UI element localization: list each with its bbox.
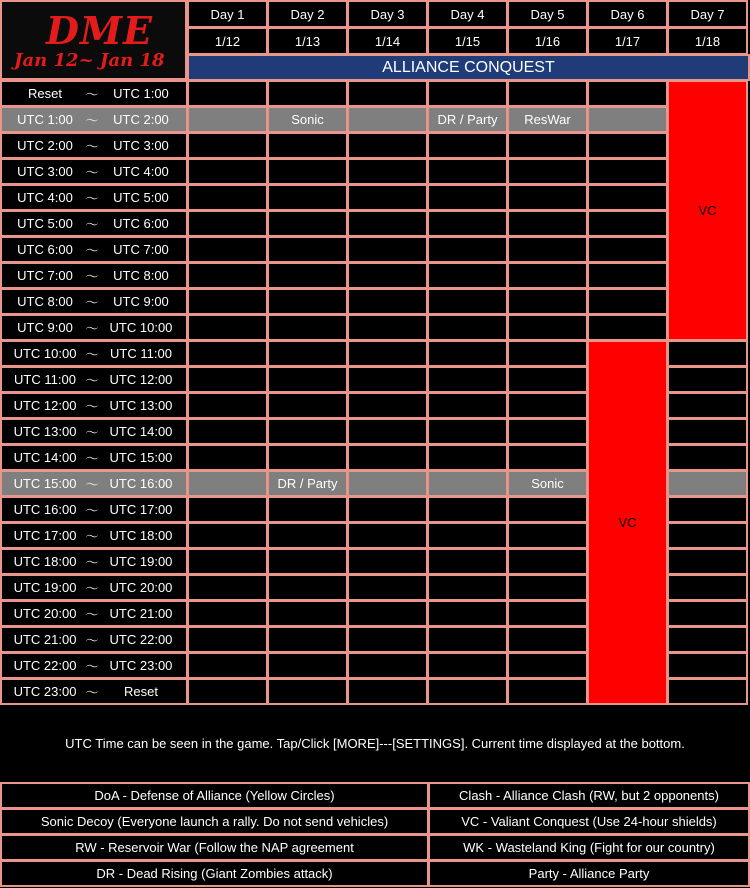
schedule-cell	[187, 236, 268, 263]
time-separator: 〜	[85, 399, 99, 414]
schedule-cell	[267, 574, 348, 601]
schedule-cell	[667, 652, 748, 679]
schedule-cell	[187, 288, 268, 315]
schedule-cell	[507, 626, 588, 653]
time-end: UTC 9:00	[113, 294, 169, 309]
schedule-cell	[587, 132, 668, 159]
time-separator: 〜	[85, 633, 99, 648]
time-separator: 〜	[85, 165, 99, 180]
vc-event-block: VC	[667, 80, 748, 341]
time-slot	[0, 574, 188, 601]
schedule-cell	[347, 340, 428, 367]
schedule-cell	[587, 106, 668, 133]
schedule-cell: Sonic	[267, 106, 348, 133]
time-end: UTC 19:00	[109, 554, 173, 569]
schedule-cell	[427, 132, 508, 159]
time-end: UTC 12:00	[109, 372, 173, 387]
time-end: UTC 4:00	[113, 164, 169, 179]
time-separator: 〜	[85, 347, 99, 362]
legend-item: DR - Dead Rising (Giant Zombies attack)	[0, 860, 429, 887]
schedule-cell	[427, 184, 508, 211]
schedule-cell	[347, 600, 428, 627]
date-header: 1/12	[187, 27, 268, 55]
time-start: UTC 5:00	[17, 216, 73, 231]
time-separator: 〜	[85, 659, 99, 674]
day-header: Day 6	[587, 0, 668, 28]
schedule-cell	[347, 418, 428, 445]
schedule-cell	[587, 314, 668, 341]
schedule-cell	[267, 678, 348, 705]
schedule-cell	[267, 392, 348, 419]
date-header: 1/14	[347, 27, 428, 55]
schedule-cell	[347, 80, 428, 107]
time-separator: 〜	[85, 243, 99, 258]
legend-item: DoA - Defense of Alliance (Yellow Circles)	[0, 782, 429, 809]
time-start: UTC 1:00	[17, 112, 73, 127]
schedule-cell	[267, 210, 348, 237]
schedule-cell	[187, 548, 268, 575]
time-start: UTC 3:00	[17, 164, 73, 179]
legend-item: Clash - Alliance Clash (RW, but 2 opponents)	[428, 782, 750, 809]
schedule-cell	[187, 210, 268, 237]
schedule-cell	[427, 80, 508, 107]
schedule-cell	[187, 574, 268, 601]
schedule-cell	[427, 236, 508, 263]
schedule-cell	[507, 522, 588, 549]
dme-logo	[0, 0, 187, 80]
schedule-cell	[187, 262, 268, 289]
time-start: UTC 2:00	[17, 138, 73, 153]
schedule-cell: DR / Party	[267, 470, 348, 497]
time-separator: 〜	[85, 373, 99, 388]
time-slot	[0, 210, 188, 237]
schedule-cell	[187, 470, 268, 497]
time-slot	[0, 158, 188, 185]
date-header: 1/17	[587, 27, 668, 55]
schedule-cell	[507, 184, 588, 211]
day-header: Day 2	[267, 0, 348, 28]
schedule-cell	[507, 574, 588, 601]
schedule-cell	[347, 132, 428, 159]
date-header: 1/16	[507, 27, 588, 55]
schedule-cell	[267, 314, 348, 341]
time-start: UTC 20:00	[13, 606, 77, 621]
schedule-cell	[507, 288, 588, 315]
schedule-cell	[347, 626, 428, 653]
logo-title: DME	[46, 8, 153, 53]
schedule-cell	[587, 210, 668, 237]
time-start: UTC 15:00	[13, 476, 77, 491]
schedule-cell	[267, 158, 348, 185]
schedule-cell	[267, 496, 348, 523]
time-end: UTC 1:00	[113, 86, 169, 101]
schedule-cell	[187, 678, 268, 705]
time-start: UTC 10:00	[13, 346, 77, 361]
schedule-cell	[347, 158, 428, 185]
time-slot	[0, 418, 188, 445]
day-header: Day 3	[347, 0, 428, 28]
time-slot	[0, 470, 188, 497]
schedule-cell	[587, 158, 668, 185]
schedule-cell	[187, 522, 268, 549]
time-separator: 〜	[85, 477, 99, 492]
schedule-cell	[507, 444, 588, 471]
time-separator: 〜	[85, 139, 99, 154]
schedule-cell	[427, 574, 508, 601]
legend-item: RW - Reservoir War (Follow the NAP agreement	[0, 834, 429, 861]
time-end: UTC 20:00	[109, 580, 173, 595]
schedule-cell	[347, 236, 428, 263]
vc-event-block: VC	[587, 340, 668, 705]
schedule-cell	[267, 80, 348, 107]
time-separator: 〜	[85, 503, 99, 518]
schedule-cell	[347, 522, 428, 549]
time-slot	[0, 392, 188, 419]
schedule-cell	[267, 418, 348, 445]
schedule-cell	[347, 678, 428, 705]
time-end: UTC 17:00	[109, 502, 173, 517]
schedule-cell	[587, 184, 668, 211]
time-end: UTC 14:00	[109, 424, 173, 439]
day-header: Day 1	[187, 0, 268, 28]
schedule-cell	[347, 444, 428, 471]
schedule-cell	[507, 600, 588, 627]
schedule-cell	[427, 470, 508, 497]
schedule-cell	[347, 288, 428, 315]
legend-item: Party - Alliance Party	[428, 860, 750, 887]
logo-subtitle: Jan 12~ Jan 18	[14, 50, 165, 71]
schedule-cell	[507, 548, 588, 575]
schedule-cell	[267, 236, 348, 263]
time-slot	[0, 288, 188, 315]
day-header: Day 5	[507, 0, 588, 28]
utc-note: UTC Time can be seen in the game. Tap/Click [MORE]---[SETTINGS]. Current time displayed at the bottom.	[0, 705, 750, 781]
time-end: UTC 23:00	[109, 658, 173, 673]
schedule-cell	[187, 626, 268, 653]
time-start: Reset	[28, 86, 62, 101]
day-header: Day 7	[667, 0, 748, 28]
time-slot	[0, 80, 188, 107]
time-slot	[0, 236, 188, 263]
schedule-cell	[427, 288, 508, 315]
time-slot	[0, 678, 188, 705]
schedule-cell	[427, 210, 508, 237]
schedule-cell	[427, 548, 508, 575]
time-start: UTC 8:00	[17, 294, 73, 309]
schedule-cell	[347, 366, 428, 393]
schedule-cell	[667, 340, 748, 367]
schedule-cell	[427, 444, 508, 471]
time-separator: 〜	[85, 425, 99, 440]
time-slot	[0, 600, 188, 627]
schedule-cell	[187, 314, 268, 341]
time-end: UTC 22:00	[109, 632, 173, 647]
time-start: UTC 11:00	[14, 372, 76, 387]
time-start: UTC 9:00	[17, 320, 73, 335]
date-header: 1/15	[427, 27, 508, 55]
time-start: UTC 18:00	[13, 554, 77, 569]
time-start: UTC 21:00	[13, 632, 77, 647]
schedule-cell	[667, 418, 748, 445]
schedule-cell	[267, 262, 348, 289]
time-separator: 〜	[85, 685, 99, 700]
schedule-cell	[347, 574, 428, 601]
time-slot	[0, 522, 188, 549]
schedule-cell	[507, 496, 588, 523]
schedule-cell	[427, 522, 508, 549]
time-separator: 〜	[85, 555, 99, 570]
schedule-cell	[667, 366, 748, 393]
schedule-cell	[347, 262, 428, 289]
schedule-cell	[187, 600, 268, 627]
time-separator: 〜	[85, 607, 99, 622]
schedule-cell	[267, 132, 348, 159]
time-start: UTC 17:00	[13, 528, 77, 543]
time-end: UTC 7:00	[113, 242, 169, 257]
time-slot	[0, 340, 188, 367]
time-slot	[0, 262, 188, 289]
schedule-cell	[347, 210, 428, 237]
time-slot	[0, 132, 188, 159]
schedule-cell	[587, 236, 668, 263]
schedule-cell	[587, 288, 668, 315]
schedule-cell	[347, 496, 428, 523]
time-slot	[0, 314, 188, 341]
schedule-cell	[507, 678, 588, 705]
schedule-cell	[267, 626, 348, 653]
schedule-cell	[267, 288, 348, 315]
schedule-cell	[667, 392, 748, 419]
schedule-cell: ResWar	[507, 106, 588, 133]
time-end: UTC 15:00	[109, 450, 173, 465]
schedule-cell	[187, 106, 268, 133]
time-start: UTC 4:00	[17, 190, 73, 205]
time-slot	[0, 652, 188, 679]
time-end: UTC 11:00	[110, 346, 172, 361]
time-end: UTC 8:00	[113, 268, 169, 283]
schedule-cell	[267, 366, 348, 393]
time-end: UTC 16:00	[109, 476, 173, 491]
date-header: 1/13	[267, 27, 348, 55]
schedule-cell	[267, 444, 348, 471]
time-end: UTC 2:00	[113, 112, 169, 127]
schedule-cell	[187, 418, 268, 445]
schedule-cell	[667, 574, 748, 601]
time-separator: 〜	[85, 451, 99, 466]
schedule-cell	[667, 600, 748, 627]
schedule-cell	[427, 678, 508, 705]
schedule-cell	[347, 184, 428, 211]
schedule-cell	[427, 366, 508, 393]
schedule-cell	[507, 366, 588, 393]
schedule-cell	[347, 392, 428, 419]
schedule-cell	[507, 652, 588, 679]
time-end: UTC 18:00	[109, 528, 173, 543]
time-start: UTC 19:00	[13, 580, 77, 595]
schedule-cell	[187, 340, 268, 367]
time-start: UTC 13:00	[13, 424, 77, 439]
schedule-cell	[347, 470, 428, 497]
alliance-conquest-banner: ALLIANCE CONQUEST	[187, 54, 750, 81]
schedule-cell	[187, 132, 268, 159]
schedule-cell	[507, 132, 588, 159]
time-slot	[0, 184, 188, 211]
schedule-cell	[267, 548, 348, 575]
schedule-cell	[267, 340, 348, 367]
schedule-cell	[667, 626, 748, 653]
time-start: UTC 22:00	[13, 658, 77, 673]
time-slot	[0, 496, 188, 523]
time-end: UTC 10:00	[109, 320, 173, 335]
schedule-cell	[427, 418, 508, 445]
schedule-cell	[267, 522, 348, 549]
schedule-cell	[427, 262, 508, 289]
schedule-cell	[267, 600, 348, 627]
time-end: UTC 6:00	[113, 216, 169, 231]
time-start: UTC 14:00	[13, 450, 77, 465]
schedule-cell	[187, 496, 268, 523]
schedule-cell	[187, 652, 268, 679]
time-end: UTC 3:00	[113, 138, 169, 153]
schedule-cell	[667, 470, 748, 497]
schedule-cell	[667, 444, 748, 471]
day-header: Day 4	[427, 0, 508, 28]
time-start: UTC 23:00	[13, 684, 77, 699]
schedule-cell	[267, 652, 348, 679]
schedule-cell	[187, 366, 268, 393]
schedule-cell	[187, 184, 268, 211]
schedule-cell	[427, 392, 508, 419]
schedule-cell	[427, 626, 508, 653]
time-slot	[0, 366, 188, 393]
time-slot	[0, 106, 188, 133]
time-separator: 〜	[85, 295, 99, 310]
time-separator: 〜	[85, 529, 99, 544]
time-slot	[0, 548, 188, 575]
schedule-cell	[347, 106, 428, 133]
time-start: UTC 7:00	[17, 268, 73, 283]
schedule-cell	[507, 210, 588, 237]
time-start: UTC 12:00	[13, 398, 77, 413]
time-separator: 〜	[85, 581, 99, 596]
schedule-cell	[507, 340, 588, 367]
schedule-cell	[667, 496, 748, 523]
legend-item: WK - Wasteland King (Fight for our country)	[428, 834, 750, 861]
schedule-cell	[667, 548, 748, 575]
schedule-cell: DR / Party	[427, 106, 508, 133]
time-slot	[0, 444, 188, 471]
schedule-cell: Sonic	[507, 470, 588, 497]
time-end: UTC 5:00	[113, 190, 169, 205]
schedule-cell	[427, 600, 508, 627]
schedule-cell	[667, 678, 748, 705]
schedule-cell	[427, 314, 508, 341]
time-end: UTC 21:00	[109, 606, 173, 621]
time-separator: 〜	[85, 269, 99, 284]
legend-item: VC - Valiant Conquest (Use 24-hour shields)	[428, 808, 750, 835]
schedule-cell	[347, 652, 428, 679]
schedule-cell	[587, 262, 668, 289]
schedule-cell	[507, 392, 588, 419]
schedule-cell	[427, 158, 508, 185]
schedule-cell	[267, 184, 348, 211]
schedule-cell	[587, 80, 668, 107]
time-separator: 〜	[85, 217, 99, 232]
schedule-cell	[507, 236, 588, 263]
schedule-cell	[427, 340, 508, 367]
time-end: UTC 13:00	[109, 398, 173, 413]
schedule-cell	[507, 418, 588, 445]
time-start: UTC 6:00	[17, 242, 73, 257]
schedule-cell	[427, 496, 508, 523]
schedule-cell	[187, 158, 268, 185]
schedule-cell	[347, 314, 428, 341]
time-separator: 〜	[85, 113, 99, 128]
time-end: Reset	[124, 684, 158, 699]
schedule-cell	[507, 314, 588, 341]
schedule-cell	[507, 158, 588, 185]
legend-item: Sonic Decoy (Everyone launch a rally. Do not send vehicles)	[0, 808, 429, 835]
schedule-cell	[507, 80, 588, 107]
schedule-cell	[187, 80, 268, 107]
schedule-cell	[667, 522, 748, 549]
time-start: UTC 16:00	[13, 502, 77, 517]
date-header: 1/18	[667, 27, 748, 55]
schedule-cell	[187, 392, 268, 419]
time-separator: 〜	[85, 321, 99, 336]
schedule-cell	[427, 652, 508, 679]
schedule-cell	[347, 548, 428, 575]
time-separator: 〜	[85, 87, 99, 102]
schedule-cell	[507, 262, 588, 289]
schedule-cell	[187, 444, 268, 471]
time-slot	[0, 626, 188, 653]
time-separator: 〜	[85, 191, 99, 206]
